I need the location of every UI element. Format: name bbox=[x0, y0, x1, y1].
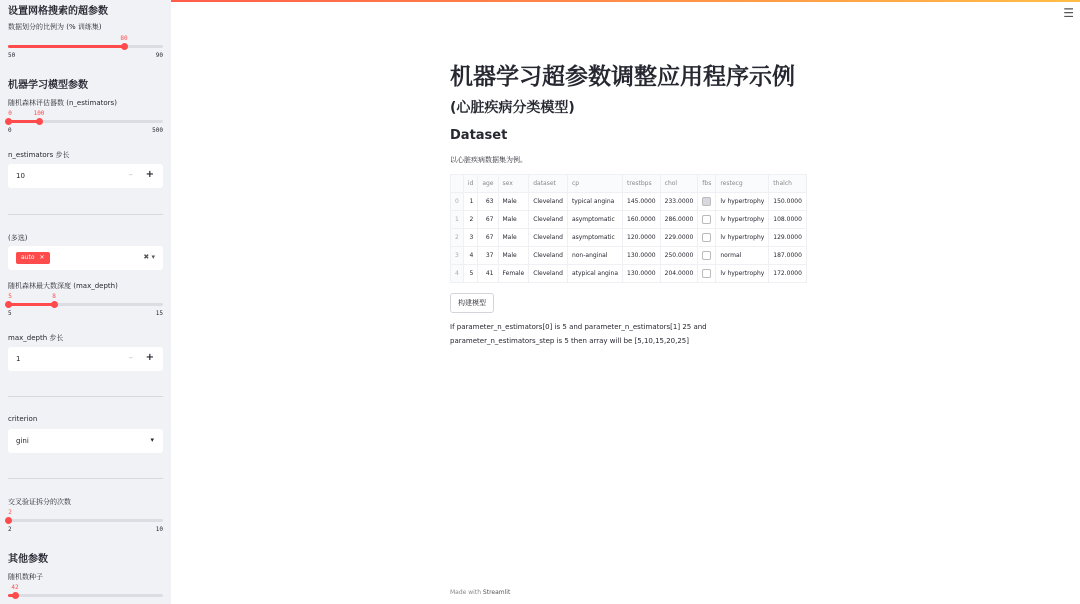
slider-max: 90 bbox=[155, 52, 163, 59]
max-depth-label: 随机森林最大数深度 (max_depth) bbox=[8, 282, 118, 290]
increment-button[interactable]: + bbox=[145, 169, 154, 180]
split-ratio-label: 数据划分的比例为 (% 训练集) bbox=[8, 23, 102, 31]
table-cell-thalch: 172.0000 bbox=[769, 265, 807, 283]
unchecked-checkbox-icon bbox=[702, 251, 711, 260]
table-body bbox=[451, 193, 807, 283]
table-cell-id: 3 bbox=[463, 229, 477, 247]
max-features-multiselect[interactable] bbox=[8, 246, 163, 270]
unchecked-checkbox-icon bbox=[702, 233, 711, 242]
tag-label: auto bbox=[21, 254, 35, 261]
fbs-cell bbox=[698, 265, 716, 283]
table-cell-dataset: Cleveland bbox=[529, 193, 568, 211]
column-header[interactable]: thalch bbox=[769, 175, 807, 193]
table-row bbox=[451, 265, 807, 283]
table-cell-id: 2 bbox=[463, 211, 477, 229]
chevron-down-icon: ▾ bbox=[150, 436, 154, 444]
slider-value-low: 0 bbox=[8, 110, 12, 117]
page-subtitle: (心脏疾病分类模型) bbox=[450, 100, 575, 116]
table-cell-dataset: Cleveland bbox=[529, 247, 568, 265]
table-cell-dataset: Cleveland bbox=[529, 265, 568, 283]
slider-value-low: 5 bbox=[8, 293, 12, 300]
table-cell-age: 67 bbox=[478, 229, 498, 247]
multiselect-controls[interactable]: ✖ ▾ bbox=[143, 253, 155, 261]
table-cell-chol: 250.0000 bbox=[660, 247, 698, 265]
table-row bbox=[451, 229, 807, 247]
model-params-header: 机器学习模型参数 bbox=[8, 80, 88, 91]
remove-tag-icon[interactable]: ✕ bbox=[39, 254, 45, 261]
dataset-table[interactable] bbox=[450, 174, 807, 283]
n-estimators-slider[interactable] bbox=[8, 110, 163, 140]
table-cell-dataset: Cleveland bbox=[529, 211, 568, 229]
sidebar bbox=[0, 0, 171, 604]
split-ratio-slider[interactable] bbox=[8, 35, 163, 65]
table-header-row bbox=[451, 175, 807, 193]
column-header[interactable]: sex bbox=[498, 175, 529, 193]
column-header[interactable]: trestbps bbox=[623, 175, 661, 193]
table-cell-cp: atypical angina bbox=[567, 265, 622, 283]
slider-value-high: 8 bbox=[52, 293, 56, 300]
table-cell-restecg: lv hypertrophy bbox=[716, 229, 769, 247]
slider-max: 10 bbox=[155, 526, 163, 533]
column-header[interactable] bbox=[451, 175, 464, 193]
table-cell-id: 1 bbox=[463, 193, 477, 211]
random-seed-slider[interactable] bbox=[8, 584, 163, 604]
increment-button[interactable]: + bbox=[145, 352, 154, 363]
cv-splits-slider[interactable] bbox=[8, 509, 163, 539]
table-cell-sex: Female bbox=[498, 265, 529, 283]
slider-handle-high[interactable] bbox=[36, 118, 43, 125]
table-cell-thalch: 129.0000 bbox=[769, 229, 807, 247]
select-value: gini bbox=[16, 437, 29, 445]
decrement-button[interactable]: – bbox=[128, 170, 133, 180]
slider-handle[interactable] bbox=[5, 517, 12, 524]
streamlit-link[interactable]: Streamlit bbox=[482, 589, 511, 596]
table-cell-trestbps: 130.0000 bbox=[623, 247, 661, 265]
page-title: 机器学习超参数调整应用程序示例 bbox=[450, 64, 795, 90]
table-cell-id: 4 bbox=[463, 247, 477, 265]
table-cell-sex: Male bbox=[498, 211, 529, 229]
fbs-cell bbox=[698, 229, 716, 247]
table-cell-chol: 233.0000 bbox=[660, 193, 698, 211]
criterion-label: criterion bbox=[8, 415, 38, 423]
table-cell-trestbps: 145.0000 bbox=[623, 193, 661, 211]
number-value: 1 bbox=[16, 355, 21, 363]
unchecked-checkbox-icon bbox=[702, 269, 711, 278]
other-params-header: 其他参数 bbox=[8, 554, 48, 565]
slider-min: 2 bbox=[8, 526, 12, 533]
table-cell-age: 37 bbox=[478, 247, 498, 265]
table-cell-thalch: 108.0000 bbox=[769, 211, 807, 229]
table-cell-trestbps: 160.0000 bbox=[623, 211, 661, 229]
fbs-cell bbox=[698, 193, 716, 211]
selected-tag bbox=[16, 252, 50, 264]
table-cell-sex: Male bbox=[498, 247, 529, 265]
slider-max: 500 bbox=[152, 127, 163, 134]
table-cell-restecg: lv hypertrophy bbox=[716, 265, 769, 283]
table-cell-thalch: 187.0000 bbox=[769, 247, 807, 265]
build-model-button[interactable]: 构建模型 bbox=[450, 293, 494, 313]
column-header[interactable]: dataset bbox=[529, 175, 568, 193]
table-row bbox=[451, 193, 807, 211]
table-cell-age: 63 bbox=[478, 193, 498, 211]
clear-icon[interactable]: ✖ bbox=[143, 253, 150, 261]
table-cell-idx: 3 bbox=[451, 247, 464, 265]
table-cell-idx: 0 bbox=[451, 193, 464, 211]
fbs-cell bbox=[698, 211, 716, 229]
max-depth-step-input[interactable] bbox=[8, 347, 163, 371]
table-cell-idx: 4 bbox=[451, 265, 464, 283]
divider bbox=[8, 478, 163, 479]
slider-value-high: 100 bbox=[33, 110, 45, 117]
criterion-select[interactable] bbox=[8, 429, 163, 453]
slider-handle[interactable] bbox=[12, 592, 19, 599]
max-depth-step-label: max_depth 步长 bbox=[8, 334, 64, 342]
slider-value: 42 bbox=[11, 584, 19, 591]
table-cell-trestbps: 130.0000 bbox=[623, 265, 661, 283]
slider-max: 15 bbox=[155, 310, 163, 317]
table-cell-chol: 229.0000 bbox=[660, 229, 698, 247]
slider-handle-low[interactable] bbox=[5, 301, 12, 308]
table-cell-thalch: 150.0000 bbox=[769, 193, 807, 211]
fbs-cell bbox=[698, 247, 716, 265]
checked-checkbox-icon bbox=[702, 197, 711, 206]
table-cell-age: 41 bbox=[478, 265, 498, 283]
slider-value: 2 bbox=[8, 509, 12, 516]
column-header[interactable]: age bbox=[478, 175, 498, 193]
random-seed-label: 随机数种子 bbox=[8, 573, 43, 581]
unchecked-checkbox-icon bbox=[702, 215, 711, 224]
table-cell-cp: typical angina bbox=[567, 193, 622, 211]
slider-min: 5 bbox=[8, 310, 12, 317]
table-cell-age: 67 bbox=[478, 211, 498, 229]
dataset-description: 以心脏疾病数据集为例。 bbox=[450, 156, 527, 164]
n-estimators-label: 随机森林评估器数 (n_estimators) bbox=[8, 99, 117, 107]
n-estimators-step-label: n_estimators 步长 bbox=[8, 151, 70, 159]
max-depth-slider[interactable] bbox=[8, 293, 163, 323]
slider-handle-low[interactable] bbox=[5, 118, 12, 125]
table-cell-restecg: lv hypertrophy bbox=[716, 193, 769, 211]
multiselect-label: (多选) bbox=[8, 234, 28, 242]
decrement-button[interactable]: – bbox=[128, 353, 133, 363]
table-cell-sex: Male bbox=[498, 229, 529, 247]
grid-search-header: 设置网格搜索的超参数 bbox=[8, 6, 108, 17]
column-header[interactable]: cp bbox=[567, 175, 622, 193]
footer bbox=[450, 589, 510, 596]
footer-prefix: Made with bbox=[450, 589, 481, 596]
table-cell-cp: asymptomatic bbox=[567, 229, 622, 247]
slider-value: 80 bbox=[120, 35, 128, 42]
table-cell-restecg: lv hypertrophy bbox=[716, 211, 769, 229]
cv-splits-label: 交叉验证拆分的次数 bbox=[8, 498, 71, 506]
hamburger-menu-icon[interactable]: ☰ bbox=[1063, 6, 1074, 20]
table-cell-dataset: Cleveland bbox=[529, 229, 568, 247]
slider-min: 50 bbox=[8, 52, 16, 59]
column-header[interactable]: chol bbox=[660, 175, 698, 193]
table-cell-idx: 1 bbox=[451, 211, 464, 229]
table-cell-cp: asymptomatic bbox=[567, 211, 622, 229]
table-cell-cp: non-anginal bbox=[567, 247, 622, 265]
table-row bbox=[451, 247, 807, 265]
slider-handle[interactable] bbox=[121, 43, 128, 50]
table-cell-chol: 204.0000 bbox=[660, 265, 698, 283]
column-header[interactable]: fbs bbox=[698, 175, 716, 193]
divider bbox=[8, 214, 163, 215]
n-estimators-step-input[interactable] bbox=[8, 164, 163, 188]
table-row bbox=[451, 211, 807, 229]
array-note: If parameter_n_estimators[0] is 5 and parameter_n_estimators[1] 25 and parameter_n_estimators_step is 5 then array will be [5,10,15,20,25] bbox=[450, 323, 707, 345]
table-cell-restecg: normal bbox=[716, 247, 769, 265]
column-header[interactable]: restecg bbox=[716, 175, 769, 193]
divider bbox=[8, 396, 163, 397]
column-header[interactable]: id bbox=[463, 175, 477, 193]
number-value: 10 bbox=[16, 172, 25, 180]
table-cell-trestbps: 120.0000 bbox=[623, 229, 661, 247]
table-cell-id: 5 bbox=[463, 265, 477, 283]
slider-min: 0 bbox=[8, 127, 12, 134]
dataset-header: Dataset bbox=[450, 128, 508, 143]
table-cell-idx: 2 bbox=[451, 229, 464, 247]
table-cell-chol: 286.0000 bbox=[660, 211, 698, 229]
table-cell-sex: Male bbox=[498, 193, 529, 211]
slider-handle-high[interactable] bbox=[51, 301, 58, 308]
